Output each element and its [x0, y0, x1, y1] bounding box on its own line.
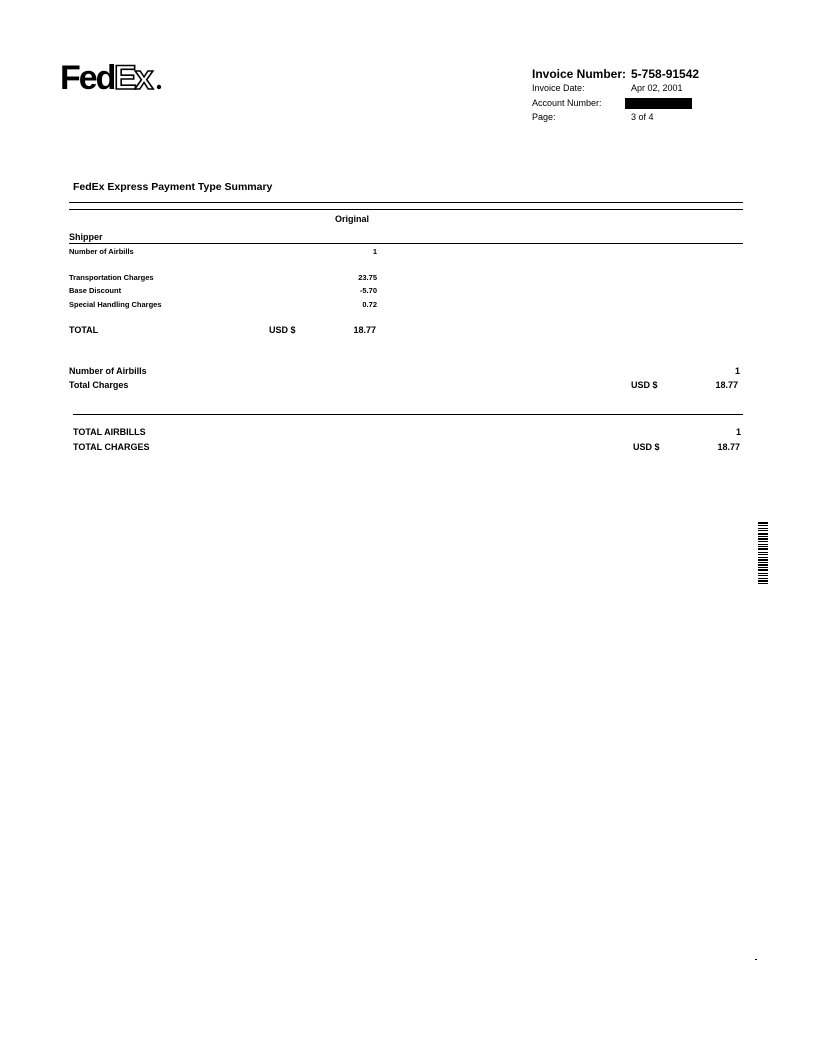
row-label-special-handling: Special Handling Charges — [69, 300, 162, 309]
barcode-bar — [758, 536, 768, 537]
fedex-logo — [60, 58, 164, 99]
barcode-bar — [758, 522, 768, 524]
barcode-bar — [758, 541, 768, 542]
barcode-bar — [758, 580, 768, 582]
subtotal-airbills-value: 1 — [734, 366, 740, 376]
row-value-airbills: 1 — [372, 247, 377, 256]
row-label-airbills: Number of Airbills — [69, 247, 134, 256]
barcode-bar — [758, 578, 768, 579]
row-value-transportation: 23.75 — [358, 273, 377, 282]
barcode-bar — [758, 554, 768, 555]
barcode-bar — [758, 562, 768, 563]
barcode-bar — [758, 575, 768, 576]
invoice-number: 5-758-91542 — [631, 67, 700, 81]
barcode-bar — [758, 564, 768, 566]
subtotal-charges-value: 18.77 — [715, 380, 738, 390]
barcode-bar — [758, 583, 768, 584]
barcode-bar — [758, 559, 768, 561]
grand-total-airbills-label: TOTAL AIRBILLS — [73, 427, 146, 437]
account-number-redaction — [625, 98, 692, 109]
barcode-bar — [758, 548, 768, 550]
barcode-bar — [758, 528, 768, 529]
barcode-bar — [758, 557, 768, 558]
row-label-base-discount: Base Discount — [69, 286, 122, 295]
row-label-transportation: Transportation Charges — [69, 273, 154, 282]
barcode-bar — [758, 544, 768, 545]
section-title: FedEx Express Payment Type Summary — [73, 181, 273, 193]
barcode-bar — [758, 569, 768, 571]
row-value-special-handling: 0.72 — [362, 300, 377, 309]
page-mark — [755, 959, 757, 960]
barcode-bar — [758, 533, 768, 535]
invoice-number-label: Invoice Number: — [532, 67, 627, 81]
subtotal-charges-label: Total Charges — [69, 380, 129, 390]
invoice-date-label: Invoice Date: — [532, 83, 585, 93]
grand-total-airbills-value: 1 — [735, 427, 741, 437]
barcode-bar — [758, 530, 768, 531]
barcode-bar — [758, 546, 768, 547]
svg-text:Fed: Fed — [60, 59, 115, 94]
divider-top-2 — [69, 209, 743, 210]
barcode-bar — [758, 538, 768, 540]
account-number-label: Account Number: — [532, 98, 602, 108]
divider-shipper — [69, 243, 743, 244]
barcode — [758, 522, 768, 620]
barcode-bar — [758, 525, 768, 526]
grand-total-charges-currency: USD $ — [633, 442, 660, 452]
barcode-bar — [758, 552, 768, 553]
group-label-shipper: Shipper — [69, 232, 103, 242]
subtotal-charges-currency: USD $ — [631, 380, 658, 390]
page-number: 3 of 4 — [631, 112, 654, 122]
svg-text:Ex: Ex — [114, 59, 152, 94]
divider-grand-totals — [73, 414, 743, 415]
page-label: Page: — [532, 112, 556, 122]
column-header-original: Original — [335, 214, 370, 224]
total-currency: USD $ — [269, 325, 296, 335]
barcode-bar — [758, 567, 768, 568]
barcode-bar — [758, 573, 768, 574]
row-value-base-discount: -5.70 — [359, 286, 377, 295]
total-value: 18.77 — [353, 325, 376, 335]
grand-total-charges-label: TOTAL CHARGES — [73, 442, 150, 452]
grand-total-charges-value: 18.77 — [717, 442, 740, 452]
divider-top — [69, 202, 743, 203]
invoice-date: Apr 02, 2001 — [631, 83, 683, 93]
subtotal-airbills-label: Number of Airbills — [69, 366, 147, 376]
total-label: TOTAL — [69, 325, 99, 335]
